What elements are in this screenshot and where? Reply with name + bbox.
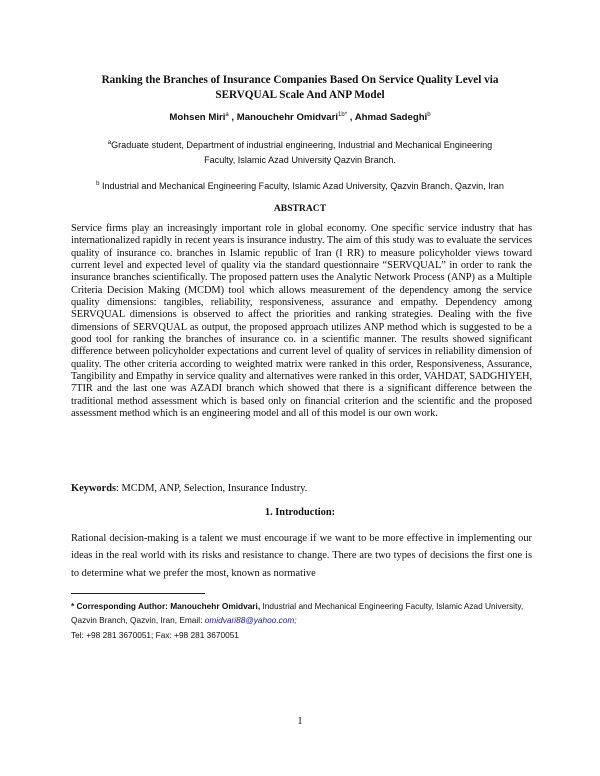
author-mark: b: [427, 112, 431, 118]
footnote: [71, 599, 541, 642]
page-number: 1: [297, 716, 303, 727]
affiliation-a-line-1: Graduate student, Department of industrial engineering, Industrial and Mechanical Engineering: [111, 140, 493, 151]
paper-title: [70, 73, 530, 103]
keywords-text: : MCDM, ANP, Selection, Insurance Industry.: [116, 483, 308, 494]
author-mark: 1b*: [338, 112, 348, 118]
affiliation-b: [40, 177, 560, 193]
author-name: Ahmad Sadeghi: [354, 112, 428, 124]
author-list: [60, 108, 540, 125]
affiliation-mark: a: [107, 140, 112, 146]
author-separator: ,: [231, 112, 237, 124]
introduction-text: Rational decision-making is a talent we must encourage if we want to be more effective in implementing our ideas in the real world with its risks and resistance to change. There are two types of decisions the first one is to determine what we prefer the most, known as normative: [71, 533, 532, 579]
affiliation-mark: b: [96, 181, 100, 187]
author-name: Mohsen Miri: [169, 112, 226, 124]
affiliation-b-text: Industrial and Mechanical Engineering Faculty, Islamic Azad University, Qazvin Branch, Qazvin, Iran: [101, 181, 504, 192]
abstract-text: Service firms play an increasingly important role in global economy. One specific service industry that has internationalized rapidly in recent years is insurance industry. The aim of this study was to evaluate the services quality of insurance co. branches in Islamic republic of Iran (I RR) to measure policyholder views toward current level and expected level of quality via the standard questionnaire “SERVQUAL” in order to rank the insurance branches scientifically. The proposed pattern uses the Analytic Network Process (ANP) as a Multiple Criteria Decision Making (MCDM) tool which allows measurement of the dependency among the service quality dimensions: tangibles, reliability, responsiveness, assurance and empathy. Dependency among SERVQUAL dimensions is observed to affect the priorities and ranking strategies. Dealing with the five dimensions of SERVQUAL as output, the proposed approach utilizes ANP method which is suggested to be a good tool for ranking the branches of insurance co. in a scientific manner. The results showed significant difference between policyholder expectations and current level of quality of services in reliability dimension of quality. The other criteria according to weighted matrix were ranked in this order, Responsiveness, Assurance, Tangibility and Empathy in service quality and alternatives were ranked in this order, VAHDAT, SADGHIYEH, 7TIR and the last one was AZADI branch which showed that there is a significant difference between the traditional method assessment which is based only on financial criterion and the scientific and the proposed assessment method which is an engineering model and all of this model is our own work.: [71, 223, 532, 420]
footnote-label: * Corresponding Author: Manouchehr Omidvari,: [71, 601, 261, 611]
footnote-text: Industrial and Mechanical Engineering Faculty, Islamic Azad University, Qazvin Branch, Qazvin, Iran, Email:: [71, 601, 524, 626]
author-separator: ,: [349, 112, 355, 124]
title-line-1: Ranking the Branches of Insurance Companies Based On Service Quality Level via: [101, 74, 499, 86]
title-line-2: SERVQUAL Scale And ANP Model: [215, 89, 385, 101]
footnote-divider: [71, 593, 205, 594]
section-heading-introduction: 1. Introduction:: [264, 507, 336, 518]
footnote-email[interactable]: omidvari88@yahoo.com;: [204, 615, 297, 626]
affiliation-a-line-2: Faculty, Islamic Azad University Qazvin Branch.: [204, 155, 396, 166]
author-name: Manouchehr Omidvari: [236, 112, 339, 124]
abstract-heading: ABSTRACT: [273, 203, 327, 214]
footnote-contact: Tel: +98 281 3670051; Fax: +98 281 3670051: [71, 629, 239, 640]
affiliation-a: [70, 136, 530, 168]
keywords-label: Keywords: [71, 483, 117, 494]
author-mark: a: [225, 112, 229, 118]
keywords: [71, 483, 532, 495]
